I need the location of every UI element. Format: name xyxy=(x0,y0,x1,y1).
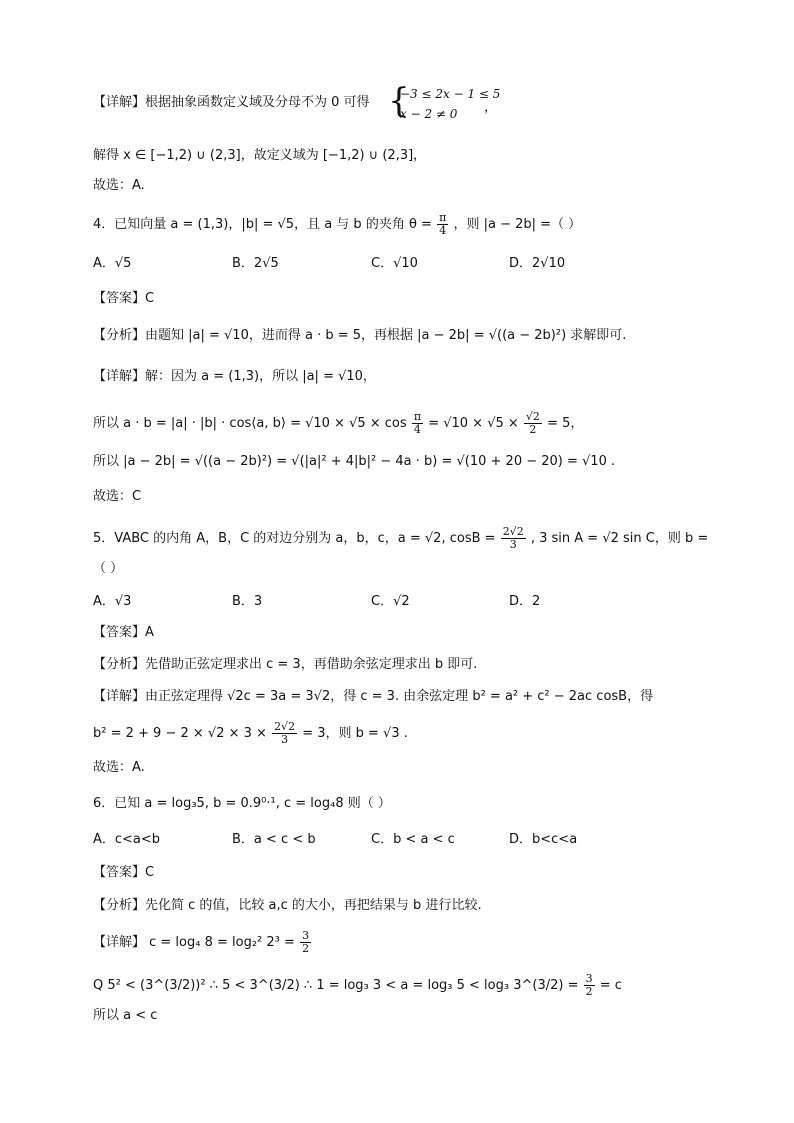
q5-d2-f-num: 2√2 xyxy=(274,720,296,733)
q5-option-a: A．√3 xyxy=(93,594,132,609)
q6-d2-f-den: 2 xyxy=(585,985,593,998)
q4-option-d: D．2√10 xyxy=(509,256,566,271)
detail-1-prefix: 【详解】根据抽象函数定义域及分母不为 0 可得 xyxy=(93,95,370,110)
q6-detail-2a: Q 5² < (3^(3/2))² ∴ 5 < 3^(3/2) ∴ 1 = log₃ 3 < a = log₃ 5 < log₃ 3^(3/2) = xyxy=(93,978,579,993)
q4-stem-b: ，则 |a − 2b| =（ ） xyxy=(453,217,582,232)
q6-d1-f-den: 2 xyxy=(302,942,310,955)
q4-d2-f2-num: √2 xyxy=(525,410,540,423)
q4-stem-a: 4．已知向量 a = (1,3)，|b| = √5，且 a 与 b 的夹角 θ = xyxy=(93,217,432,232)
q5-answer: 【答案】A xyxy=(93,625,154,640)
q6-conclusion: 所以 a < c xyxy=(93,1008,158,1023)
select-line-1: 故选：A. xyxy=(93,178,145,193)
q5-option-d: D．2 xyxy=(509,594,541,609)
q4-answer: 【答案】C xyxy=(93,291,155,306)
q6-detail-2-frac xyxy=(584,973,595,998)
q5-d2-f-den: 3 xyxy=(281,733,289,746)
q4-d2-f1-den: 4 xyxy=(413,423,421,436)
q4-option-a: A．√5 xyxy=(93,256,132,271)
q6-option-b: B．a < c < b xyxy=(232,832,316,847)
q5-frac-num: 2√2 xyxy=(502,525,524,538)
system-brace: { xyxy=(388,81,410,121)
q5-detail-2-frac xyxy=(272,721,297,746)
q5-analysis: 【分析】先借助正弦定理求出 c = 3，再借助余弦定理求出 b 即可. xyxy=(93,657,478,672)
q4-d2-f2-den: 2 xyxy=(529,423,537,436)
q5-stem-a: 5．VABC 的内角 A，B，C 的对边分别为 a，b，c，a = √2, cosB = xyxy=(93,531,496,546)
q4-frac-den: 4 xyxy=(439,224,447,237)
q6-analysis: 【分析】先化简 c 的值，比较 a,c 的大小，再把结果与 b 进行比较. xyxy=(93,898,482,913)
q4-detail-3: 所以 |a − 2b| = √((a − 2b)²) = √(|a|² + 4|b|² − 4a · b) = √(10 + 20 − 20) = √10 . xyxy=(93,454,616,469)
q6-detail-1-frac xyxy=(300,930,311,955)
q5-paren: （ ） xyxy=(93,561,124,576)
q4-analysis: 【分析】由题知 |a| = √10，进而得 a · b = 5，再根据 |a − 2b| = √((a − 2b)²) 求解即可. xyxy=(93,328,627,343)
q5-option-b: B．3 xyxy=(232,594,263,609)
q5-stem xyxy=(93,526,708,551)
detail-1-suffix: ， xyxy=(484,100,498,115)
detail-line-1 xyxy=(93,93,370,113)
q6-detail-2 xyxy=(93,973,622,998)
q6-option-a: A．c<a<b xyxy=(93,832,161,847)
q4-detail-2a: 所以 a · b = |a| · |b| · cos⟨a, b⟩ = √10 × √5 × cos xyxy=(93,416,407,431)
q5-option-c: C．√2 xyxy=(371,594,410,609)
q5-detail-2b: = 3，则 b = √3 . xyxy=(302,726,408,741)
q6-detail-1a: 【详解】 c = log₄ 8 = log₂² 2³ = xyxy=(93,935,295,950)
q4-detail-1: 【详解】解：因为 a = (1,3)，所以 |a| = √10， xyxy=(93,369,376,384)
q6-answer: 【答案】C xyxy=(93,865,155,880)
detail-line-2: 解得 x ∈ [−1,2) ∪ (2,3]，故定义域为 [−1,2) ∪ (2,3]， xyxy=(93,148,427,163)
q4-detail-2 xyxy=(93,411,583,436)
q5-stem-b: , 3 sin A = √2 sin C，则 b = xyxy=(530,531,709,546)
q4-option-c: C．√10 xyxy=(371,256,418,271)
q5-detail-2 xyxy=(93,721,408,746)
q6-detail-2b: = c xyxy=(599,978,622,993)
q4-angle-fraction xyxy=(437,212,448,237)
q6-option-c: C．b < a < c xyxy=(371,832,455,847)
q4-option-b: B．2√5 xyxy=(232,256,279,271)
q5-frac-den: 3 xyxy=(509,538,517,551)
system-eq-2: x − 2 ≠ 0 xyxy=(400,107,458,121)
system-eq-1: −3 ≤ 2x − 1 ≤ 5 xyxy=(400,87,501,101)
q5-detail-2a: b² = 2 + 9 − 2 × √2 × 3 × xyxy=(93,726,267,741)
q4-detail-2-frac2 xyxy=(524,411,542,436)
q4-detail-2-frac1 xyxy=(412,411,423,436)
q4-frac-num: π xyxy=(439,211,447,224)
q5-select: 故选：A. xyxy=(93,760,145,775)
q4-d2-f1-num: π xyxy=(413,410,422,423)
q5-detail-1: 【详解】由正弦定理得 √2c = 3a = 3√2，得 c = 3. 由余弦定理 b² = a² + c² − 2ac cosB，得 xyxy=(93,689,654,704)
q4-detail-2c: = 5， xyxy=(547,416,584,431)
q6-stem: 6．已知 a = log₃5, b = 0.9⁰·¹, c = log₄8 则（ ） xyxy=(93,796,391,811)
q4-detail-2b: = √10 × √5 × xyxy=(428,416,519,431)
q6-option-d: D．b<c<a xyxy=(509,832,578,847)
q4-select: 故选：C xyxy=(93,489,142,504)
q6-d1-f-num: 3 xyxy=(302,929,310,942)
q6-detail-1 xyxy=(93,930,312,955)
q4-stem xyxy=(93,212,581,237)
q5-cos-fraction xyxy=(501,526,526,551)
q6-d2-f-num: 3 xyxy=(585,972,593,985)
